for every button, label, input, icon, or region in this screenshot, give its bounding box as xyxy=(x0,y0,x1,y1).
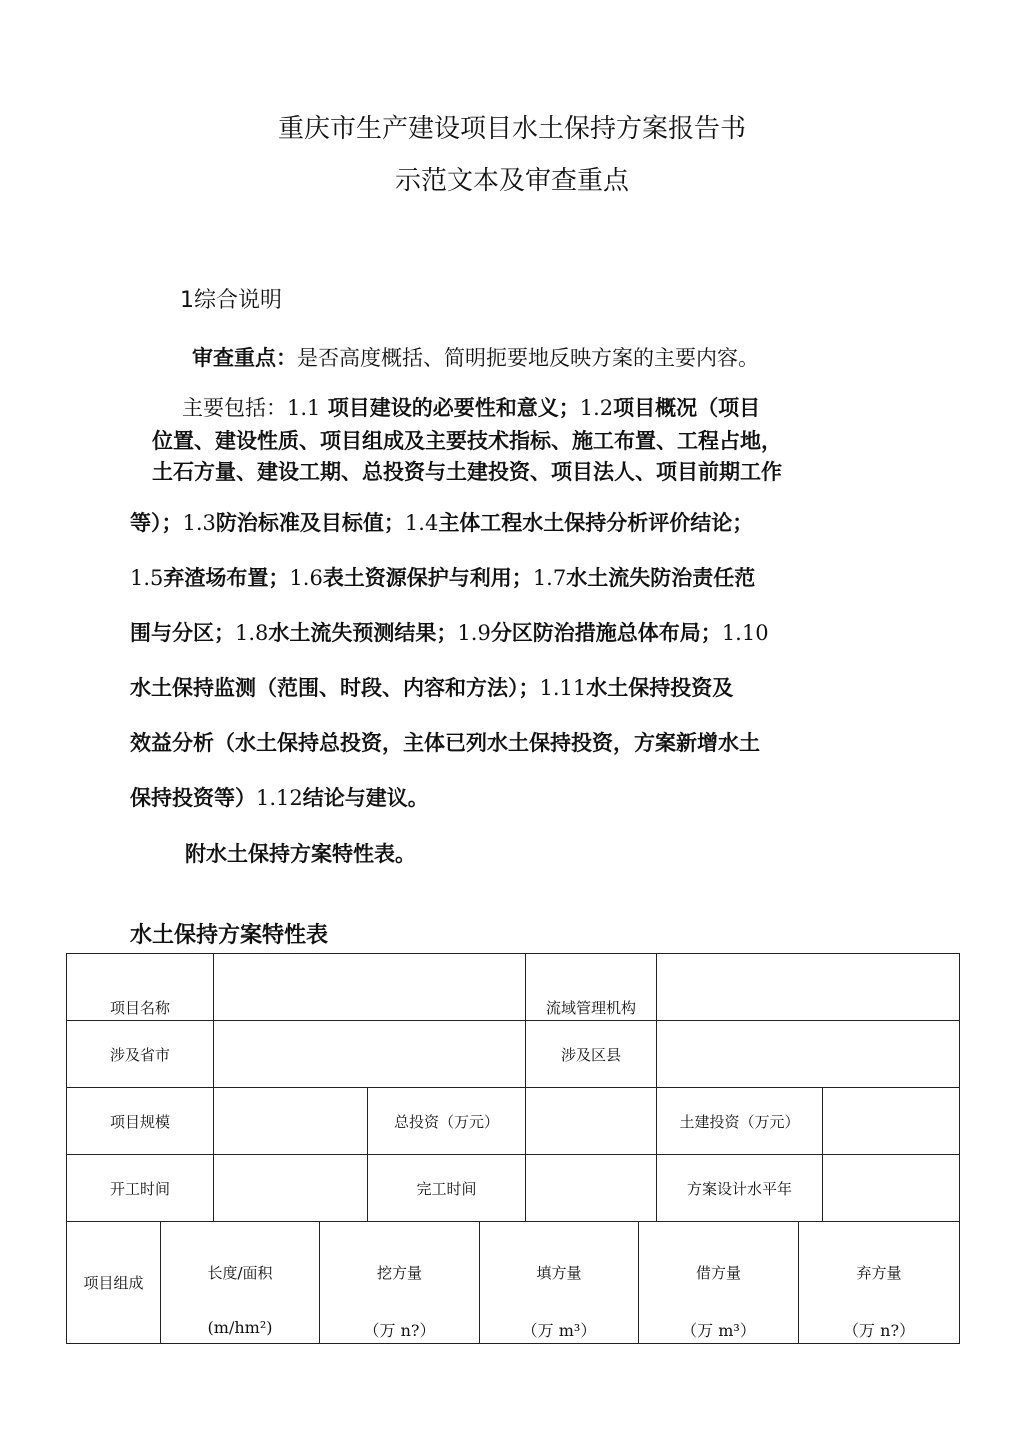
body-text: 项目建设的必要性和意义； xyxy=(320,396,580,420)
column-unit: （万 n?） xyxy=(843,1321,916,1340)
total-investment-value xyxy=(526,1088,657,1155)
body-text: 分区防治措施总体布局； xyxy=(490,621,722,645)
body-text: 结论与建议。 xyxy=(302,786,429,810)
start-time-label: 开工时间 xyxy=(67,1155,214,1222)
body-text: 水土保持监测（范围、时段、内容和方法）； xyxy=(130,676,540,700)
civil-investment-label: 土建投资（万元） xyxy=(657,1088,823,1155)
column-unit: （万 n?） xyxy=(363,1321,436,1340)
province-city-value xyxy=(214,1021,526,1088)
project-scale-label: 项目规模 xyxy=(67,1088,214,1155)
length-area-header xyxy=(161,1222,320,1344)
spec-table xyxy=(66,953,960,1344)
column-unit: (m/hm²) xyxy=(207,1318,273,1337)
item-number: 1.3 xyxy=(182,511,216,535)
document-title: 重庆市生产建设项目水土保持方案报告书 xyxy=(277,114,746,144)
appendix-note: 附水土保持方案特性表。 xyxy=(185,842,416,866)
body-text: 项目概况（项目 xyxy=(613,396,761,420)
body-line-3: 土石方量、建设工期、总投资与土建投资、项目法人、项目前期工作 xyxy=(152,460,782,484)
body-text: 主体工程水土保持分析评价结论； xyxy=(438,511,754,535)
province-city-label: 涉及省市 xyxy=(67,1021,214,1088)
body-line-1 xyxy=(182,392,760,422)
document-subtitle: 示范文本及审查重点 xyxy=(394,166,629,196)
body-text: 水土保持投资及 xyxy=(586,676,734,700)
section-heading: 1综合说明 xyxy=(180,288,282,313)
column-label: 填方量 xyxy=(536,1264,582,1282)
body-line-2: 位置、建设性质、项目组成及主要技术指标、施工布置、工程占地， xyxy=(152,429,782,453)
column-label: 长度/面积 xyxy=(207,1264,273,1282)
excavation-header xyxy=(320,1222,480,1344)
review-text: 是否高度概括、简明扼要地反映方案的主要内容。 xyxy=(297,346,759,370)
item-number: 1.7 xyxy=(532,566,567,590)
item-number: 1.11 xyxy=(539,676,587,700)
civil-investment-value xyxy=(823,1088,960,1155)
district-county-label: 涉及区县 xyxy=(526,1021,657,1088)
composition-label: 项目组成 xyxy=(67,1222,161,1344)
item-number: 1.9 xyxy=(457,621,491,645)
review-label: 审查重点： xyxy=(192,346,297,370)
column-label: 借方量 xyxy=(696,1264,742,1282)
design-year-value xyxy=(823,1155,960,1222)
review-focus-line xyxy=(192,342,759,372)
item-number: 1.5 xyxy=(130,566,164,590)
body-text: 保持投资等） xyxy=(130,786,256,810)
body-text: 表土资源保护与利用； xyxy=(322,566,533,590)
project-scale-value xyxy=(214,1088,368,1155)
table-row xyxy=(67,1155,960,1222)
body-text: 弃渣场布置； xyxy=(163,566,290,590)
table-caption: 水土保持方案特性表 xyxy=(130,923,329,948)
body-text: 围与分区； xyxy=(130,621,235,645)
column-label: 弃方量 xyxy=(856,1264,902,1282)
body-text: 水土流失预测结果； xyxy=(268,621,458,645)
design-year-label: 方案设计水平年 xyxy=(657,1155,823,1222)
project-name-label: 项目名称 xyxy=(67,954,214,1021)
item-number: 1.1 xyxy=(287,396,321,420)
column-unit: （万 m³） xyxy=(521,1321,597,1340)
body-line-7 xyxy=(130,672,733,702)
body-text: 主要包括： xyxy=(182,396,287,420)
body-text: 等）； xyxy=(130,511,183,535)
column-unit: （万 m³） xyxy=(681,1321,756,1340)
item-number: 1.12 xyxy=(256,786,303,810)
body-text: 防治标准及目标值； xyxy=(215,511,405,535)
spoil-header xyxy=(799,1222,960,1344)
basin-agency-label: 流域管理机构 xyxy=(526,954,657,1021)
body-text: 水土流失防治责任范 xyxy=(566,566,756,590)
body-line-5 xyxy=(130,562,755,592)
start-time-value xyxy=(214,1155,368,1222)
table-row xyxy=(67,954,960,1021)
fill-header xyxy=(480,1222,639,1344)
project-name-value xyxy=(214,954,526,1021)
body-line-8: 效益分析（水土保持总投资，主体已列水土保持投资，方案新增水土 xyxy=(130,731,760,755)
table-row xyxy=(67,1088,960,1155)
district-county-value xyxy=(657,1021,960,1088)
borrow-header xyxy=(639,1222,799,1344)
body-line-4 xyxy=(130,507,753,537)
column-label: 挖方量 xyxy=(377,1264,423,1282)
total-investment-label: 总投资（万元） xyxy=(368,1088,526,1155)
item-number: 1.2 xyxy=(579,396,614,420)
basin-agency-value xyxy=(657,954,960,1021)
end-time-value xyxy=(526,1155,657,1222)
table-row xyxy=(67,1222,960,1344)
end-time-label: 完工时间 xyxy=(368,1155,526,1222)
table-row xyxy=(67,1021,960,1088)
item-number: 1.8 xyxy=(235,621,269,645)
item-number: 1.10 xyxy=(721,621,769,645)
body-line-9 xyxy=(130,782,429,812)
body-line-6 xyxy=(130,617,769,647)
item-number: 1.6 xyxy=(289,566,323,590)
item-number: 1.4 xyxy=(404,511,439,535)
